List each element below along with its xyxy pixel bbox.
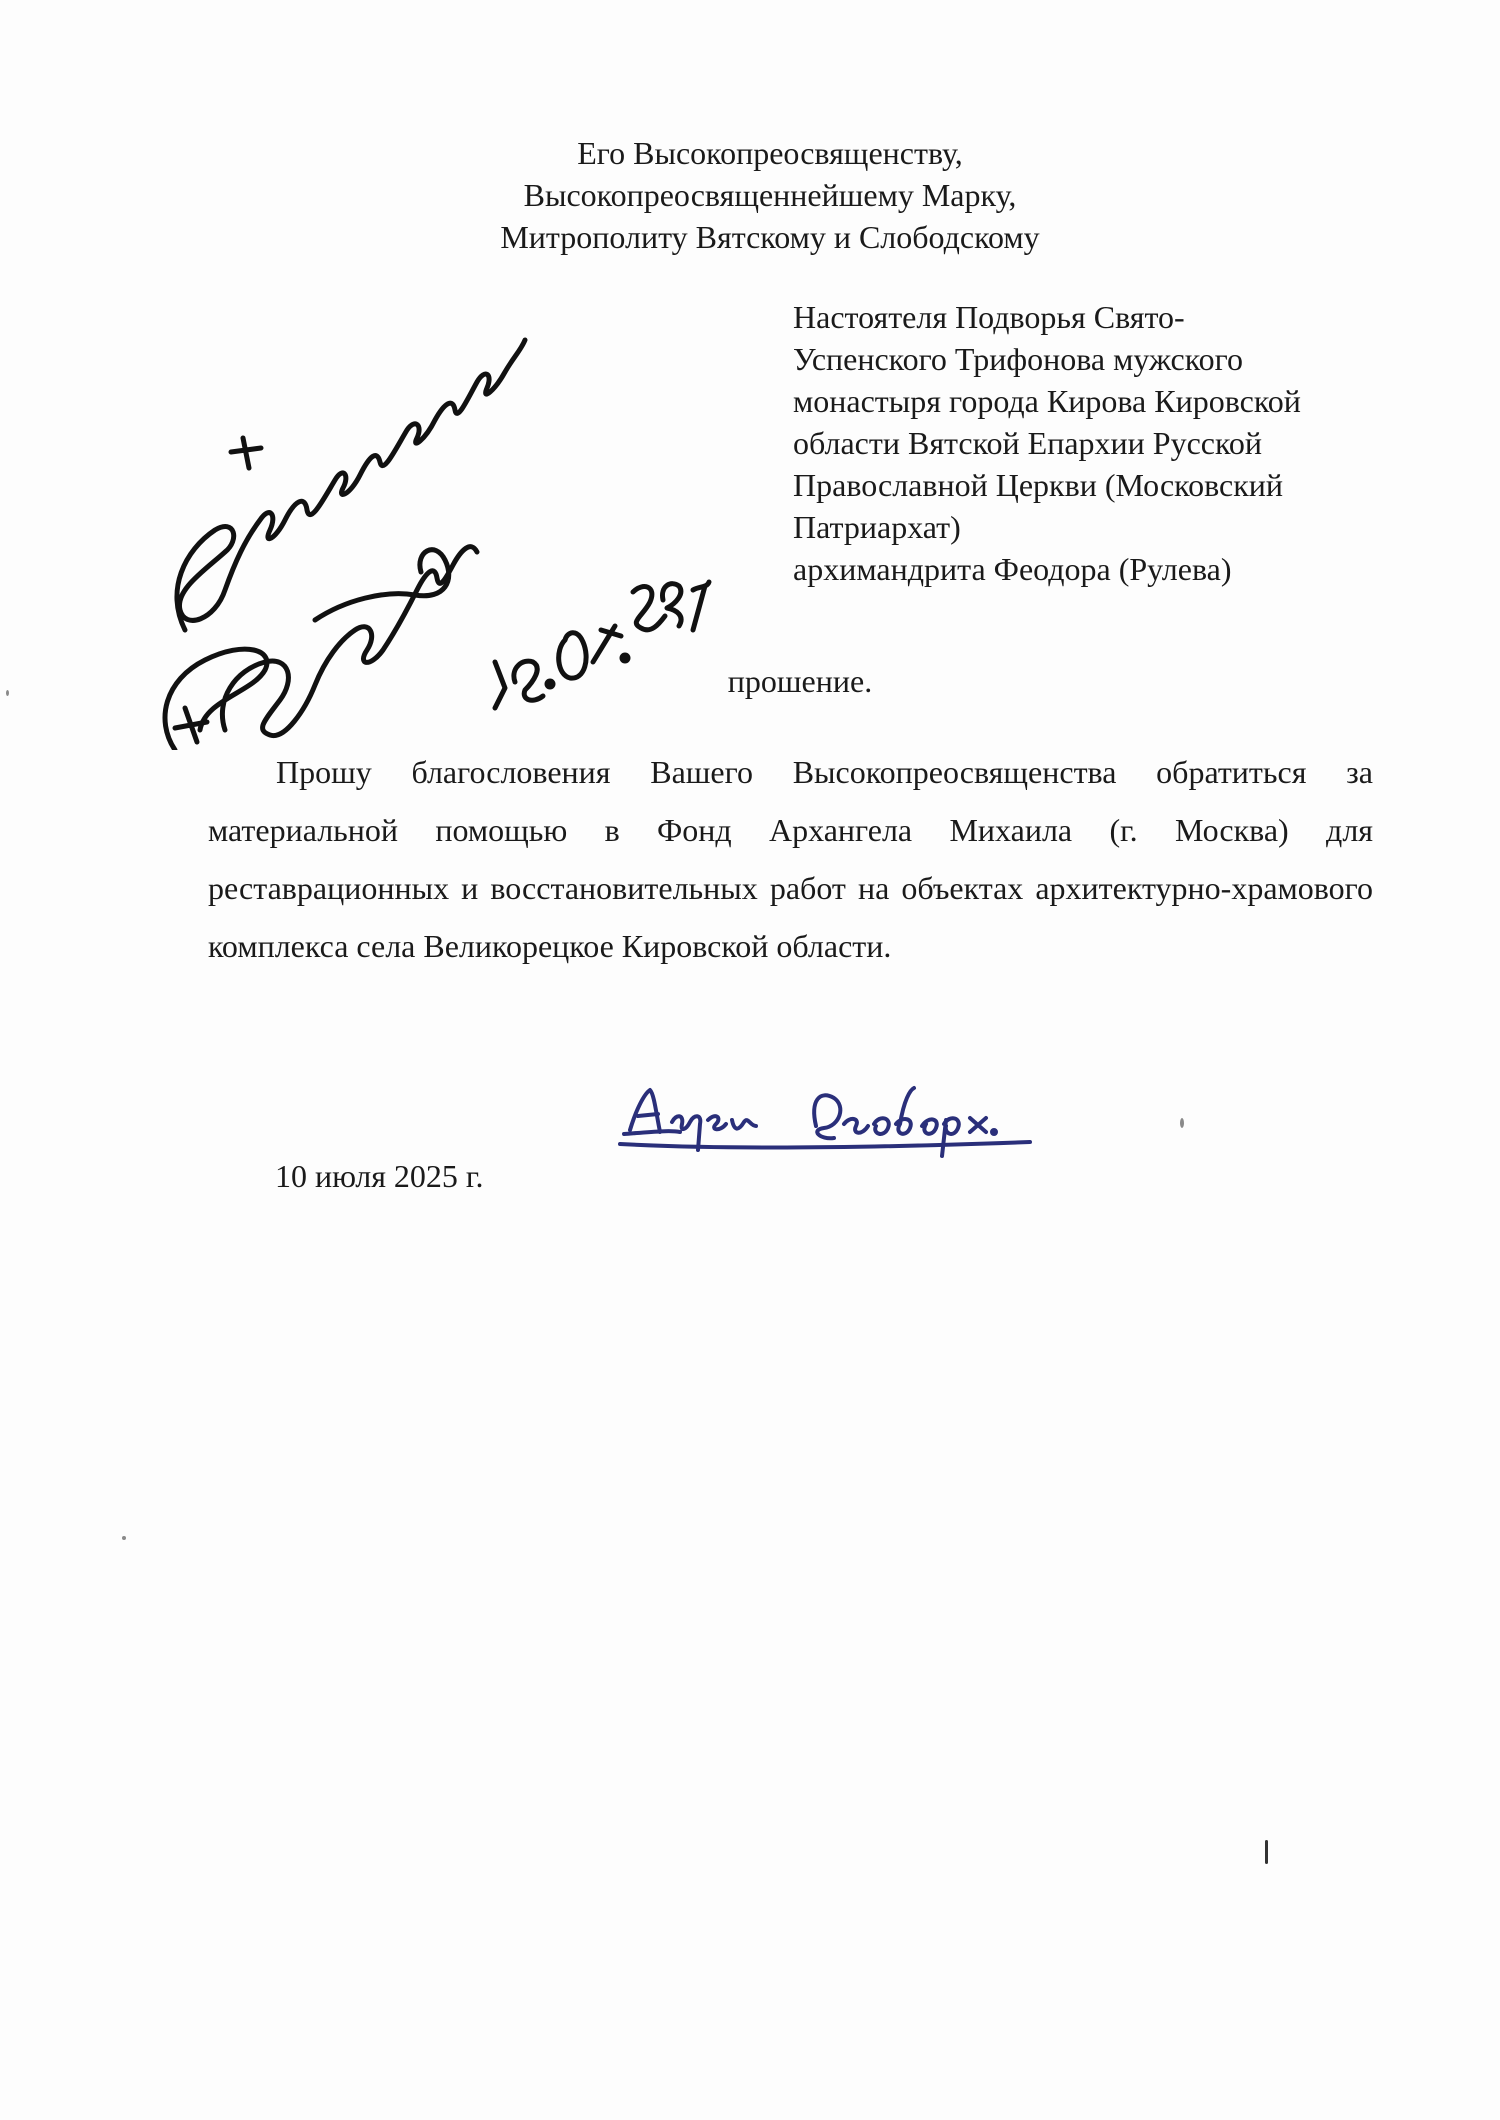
addressee-line: Митрополиту Вятскому и Слободскому xyxy=(500,219,1040,255)
sender-line: Успенского Трифонова мужского xyxy=(793,341,1243,377)
document-type: прошение. xyxy=(727,663,873,699)
addressee-block xyxy=(400,132,1140,258)
sender-line: Православной Церкви (Московский xyxy=(793,467,1283,503)
addressee-line: Высокопреосвященнейшему Марку, xyxy=(523,177,1017,213)
addressee-line: Его Высокопреосвященству, xyxy=(577,135,963,171)
sender-line: архимандрита Феодора (Рулева) xyxy=(793,551,1232,587)
sender-line: области Вятской Епархии Русской xyxy=(793,425,1263,461)
sender-line: монастыря города Кирова Кировской xyxy=(793,383,1301,419)
scan-speck xyxy=(1180,1118,1184,1128)
sender-line: Патриархат) xyxy=(793,509,961,545)
scan-speck xyxy=(1265,1840,1268,1864)
handwritten-resolution xyxy=(145,290,745,750)
sender-line: Настоятеля Подворья Свято- xyxy=(793,299,1185,335)
scan-speck xyxy=(6,690,9,696)
document-date: 10 июля 2025 г. xyxy=(275,1158,484,1194)
handwritten-signature xyxy=(610,1060,1070,1170)
scan-speck xyxy=(122,1536,126,1540)
sender-block xyxy=(793,296,1413,590)
body-paragraph: Прошу благословения Вашего Высокопреосвященства обратиться за материальной помощью в Фонд Архангела Михаила (г. Москва) для реставрационных и восстановительных работ на объектах архитектурно-храмового комплекса села Великорецкое Кировской области. xyxy=(208,754,1373,964)
